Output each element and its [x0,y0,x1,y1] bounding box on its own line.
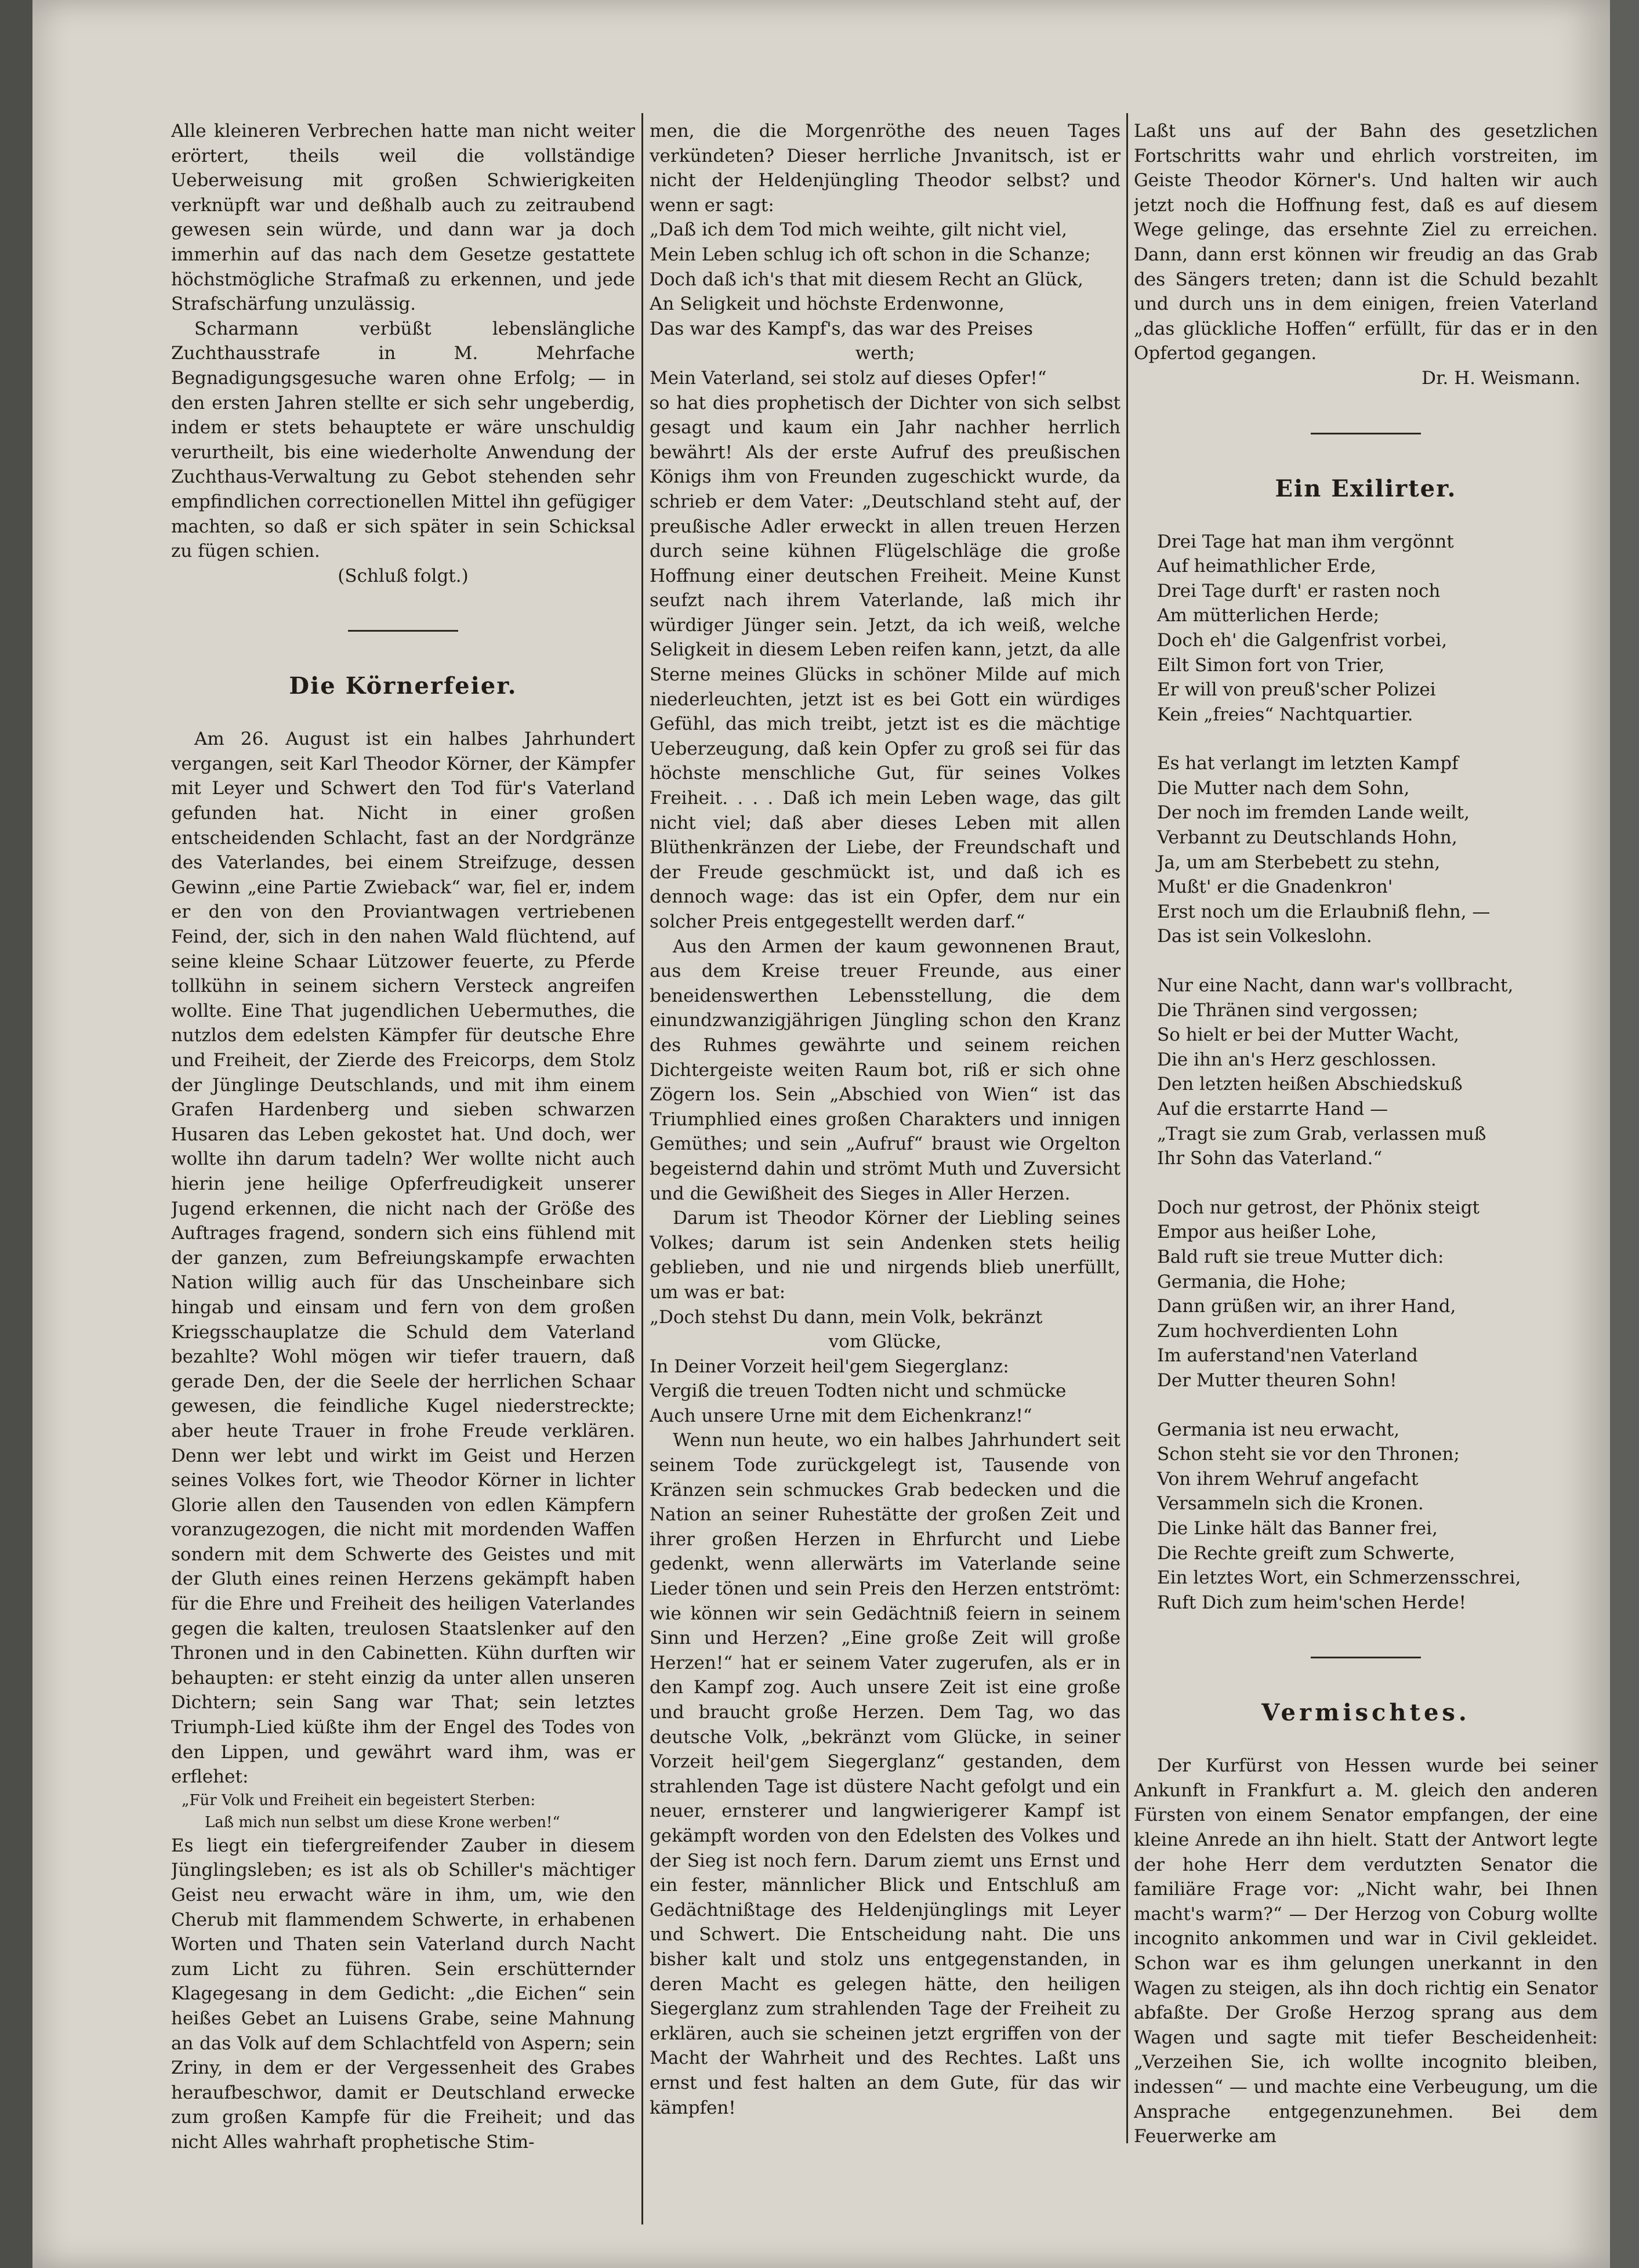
verse-line: vom Glücke, [828,1331,942,1353]
poem-line: Das ist sein Volkeslohn. [1157,926,1372,947]
paragraph: so hat dies prophetisch der Dichter von sich selbst gesagt und kaum ein Jahr nachher herrlich bewährt! Als der erste Aufruf des preußischen Königs ihm von Freunden zugeschickt wurde, da schrieb er dem Vater: „Deutschland steht auf, der preußische Adler erweckt in allen treuen Herzen durch seine kühnen Flügelschläge die große Hoffnung einer deutschen Freiheit. Meine Kunst seufzt nach ihrem Vaterlande, laß mich ihr würdiger Jünger sein. Jetzt, da ich weiß, welche Seligkeit in diesem Leben reifen kann, jetzt, da alle Sterne meines Glücks in schöner Milde auf mich niederleuchten, jetzt ist es bei Gott ein würdiges Gefühl, das mich treibt, jetzt ist es die mächtige Ueberzeugung, daß kein Opfer zu groß sei für das höchste menschliche Gut, für seines Volkes Freiheit. . . . Daß ich mein Leben wage, das gilt nicht viel; daß aber dieses Leben mit allen Blüthenkränzen der Liebe, der Freundschaft und der Freude geschmückt ist, und daß ich es dennoch wage: das ist ein Opfer, dem nur ein solcher Preis entgegestellt werden darf.“ [650,392,1121,932]
paragraph: Alle kleineren Verbrechen hatte man nicht weiter erörtert, theils weil die vollständige Ueberweisung mit großen Schwierigkeiten verknüpft war und deßhalb auch zu zeitraubend gewesen sein würde, und dann war ja doch immerhin auf das nach dem Gesetze gestattete höchstmögliche Strafmaß zu erkennen, und jede Strafschärfung unzulässig. [171,121,635,315]
poem-line: So hielt er bei der Mutter Wacht, [1157,1024,1459,1046]
poem-line: Empor aus heißer Lohe, [1157,1222,1377,1243]
poem-line: Germania, die Hohe; [1157,1271,1347,1292]
poem-line: Der noch im fremden Lande weilt, [1157,802,1470,824]
section-separator [1311,433,1421,434]
quote-line: „Für Volk und Freiheit ein begeistert Sterben: [182,1791,536,1809]
quote-line: Laß mich nun selbst um diese Krone werben!“ [205,1813,560,1831]
poem-line: Kein „freies“ Nachtquartier. [1157,704,1413,725]
poem-line: Im auferstand'nen Vaterland [1157,1345,1418,1367]
verse-line: Das war des Kampf's, das war des Preises [650,318,1034,339]
paragraph: Wenn nun heute, wo ein halbes Jahrhundert seit seinem Tode zurückgelegt ist, Tausende von Kränzen sein schmuckes Grab bedecken und die Nation an seiner Ruhestätte der großen Zeit und ihrer großen Herzen in Ehrfurcht und Liebe gedenkt, wenn allerwärts im Vaterlande seine Lieder tönen und sein Preis den Herzen entströmt: wie können wir sein Gedächtniß feiern in seinem Sinn und Herzen? „Eine große Zeit will große Herzen!“ hat er seinem Vater zugerufen, als er in den Kampf zog. Auch unsere Zeit ist eine große und braucht große Herzen. Dem Tag, wo das deutsche Volk, „bekränzt vom Glücke, in seiner Vorzeit heil'gem Siegerglanz“ gestanden, dem strahlenden Tage ist düstere Nacht gefolgt und ein neuer, ernsterer und langwierigerer Kampf ist gekämpft worden von den Edelsten des Volkes und der Sieg ist noch fern. Darum ziemt uns Ernst und ein fester, männlicher Blick und Entschluß am Gedächtnißtage des Heldenjünglings mit Leyer und Schwert. Die Entscheidung naht. Die uns bisher kalt und stolz uns entgegenstanden, in deren Macht es gelegen hätte, den heiligen Siegerglanz zum strahlenden Tage der Freiheit zu erklären, auch sie scheinen jetzt ergriffen von der Macht der Wahrheit und des Rechtes. Laßt uns ernst und fest halten an dem Gute, für das wir kämpfen! [650,1430,1121,2118]
poem-line: Germania ist neu erwacht, [1157,1419,1400,1440]
article-heading: Die Körnerfeier. [289,672,517,700]
paragraph: Der Kurfürst von Hessen wurde bei seiner Ankunft in Frankfurt a. M. gleich den anderen Fürsten von einem Senator empfangen, der eine kleine Anrede an ihn hielt. Statt der Antwort legte der hohe Herr dem verdutzten Senator die familiäre Frage vor: „Nicht wahr, bei Ihnen macht's warm?“ — Der Herzog von Coburg wollte incognito ankommen und war in Civil gekleidet. Schon war es ihm gelungen unerkannt in den Wagen zu steigen, als ihn doch richtig ein Senator abfaßte. Der Große Herzog sprang aus dem Wagen und sagte mit tiefer Bescheidenheit: „Verzeihen Sie, ich wollte incognito bleiben, indessen“ — und machte eine Verbeugung, um die Ansprache entgegenzunehmen. Bei dem Feuerwerke am [1134,1755,1598,2147]
poem-line: Auf heimathlicher Erde, [1157,556,1376,577]
poem-line: Ihr Sohn das Vaterland.“ [1157,1148,1383,1169]
poem [1157,530,1598,1615]
verse-line: werth; [855,343,915,364]
poem-line: Dann grüßen wir, an ihrer Hand, [1157,1296,1456,1317]
poem-line: Der Mutter theuren Sohn! [1157,1370,1397,1391]
paragraph: Am 26. August ist ein halbes Jahrhundert vergangen, seit Karl Theodor Körner, der Kämpfer mit Leyer und Schwert den Tod für's Vaterland gefunden hat. Nicht in einer großen entscheidenden Schlacht, fast an der Nordgränze des Vaterlandes, bei einem Streifzuge, dessen Gewinn „eine Partie Zwieback“ war, fiel er, indem er den von den Proviantwagen vertriebenen Feind, der, sich in den nahen Wald flüchtend, auf seine kleine Schaar Lützower feuerte, zu Pferde tollkühn in seinem sichern Versteck angreifen wollte. Eine That jugendlichen Uebermuthes, die nutzlos dem edelsten Kämpfer für deutsche Ehre und Freiheit, der Zierde des Freicorps, dem Stolz der Jünglinge Deutschlands, und mit ihm einem Grafen Hardenberg und sieben schwarzen Husaren das Leben gekostet hat. Und doch, wer wollte ihn darum tadeln? Wer wollte nicht auch hierin jene heilige Opferfreudigkeit unserer Jugend erkennen, die nicht nach der Größe des Auftrages fragend, sondern sich eins fühlend mit der ganzen, zum Befreiungskampfe erwachten Nation willig auch für das Unscheinbare sich hingab und einsam und fern von dem großen Kriegsschauplatze die Schuld dem Vaterland bezahlte? Wohl mögen wir tiefer trauern, daß gerade Den, der die Seele der herrlichen Schaar gewesen, die feindliche Kugel niederstreckte; aber heute Trauer in frohe Freude verklären. Denn wer lebt und wirkt im Geist und Herzen seines Volkes fort, wie Theodor Körner in lichter Glorie allen den Tausenden von edlen Kämpfern voranzugezogen, die nicht mit mordenden Waffen sondern mit dem Schwerte des Geistes und mit der Gluth eines reinen Herzens gekämpft haben für die Ehre und Freiheit des heiligen Vaterlandes gegen die kalten, treulosen Staatslenker auf den Thronen und in den Cabinetten. Kühn durften wir behaupten: er steht einzig da unter allen unseren Dichtern; sein Sang war That; sein letztes Triumph-Lied küßte ihm der Engel des Todes von den Lippen, und gewährt ward ihm, was er erflehet: [171,729,635,1788]
paragraph: Aus den Armen der kaum gewonnenen Braut, aus dem Kreise treuer Freunde, aus einer beneidenswerthen Lebensstellung, die dem einundzwanzigjährigen Jüngling schon den Kranz des Ruhmes gewährte und seinem reichen Dichtergeiste weiten Raum bot, riß er sich ohne Zögern los. Sein „Abschied von Wien“ ist das Triumphlied eines großen Charakters und innigen Gemüthes; und sein „Aufruf“ braust wie Orgelton begeisternd dahin und strömt Muth und Zuversicht und die Gewißheit des Sieges in Aller Herzen. [650,936,1121,1204]
paragraph: Laßt uns auf der Bahn des gesetzlichen Fortschritts wahr und ehrlich vorstreiten, im Geiste Theodor Körner's. Und halten wir auch jetzt noch die Hoffnung fest, daß es auf diesem Wege gelinge, das ersehnte Ziel zu erreichen. Dann, dann erst können wir freudig an das Grab des Sängers treten; dann ist die Schuld bezahlt und durch uns in dem einigen, freien Vaterland „das glückliche Hoffen“ erfüllt, für das er in den Opfertod gegangen. [1134,121,1598,364]
poem-line: Drei Tage durft' er rasten noch [1157,580,1441,602]
column-rule-1 [641,113,643,2224]
verse-line: An Seligkeit und höchste Erdenwonne, [650,294,1005,315]
poem-line: Schon steht sie vor den Thronen; [1157,1444,1460,1465]
poem-line: Er will von preuß'scher Polizei [1157,679,1436,701]
poem-line: Drei Tage hat man ihm vergönnt [1157,531,1454,552]
paragraph: men, die die Morgenröthe des neuen Tages verkündeten? Dieser herrliche Jnvanitsch, ist er nicht der Heldenjüngling Theodor selbst? und wenn er sagt: [650,121,1121,216]
poem-line: Doch eh' die Galgenfrist vorbei, [1157,629,1448,651]
poem-line: Erst noch um die Erlaubniß flehn, — [1157,901,1491,922]
poem-line: Die Thränen sind vergossen; [1157,999,1419,1021]
section-separator [1311,1657,1421,1658]
poem-line: Verbannt zu Deutschlands Hohn, [1157,827,1457,849]
continuation-note: (Schluß folgt.) [338,565,469,586]
poem-line: Eilt Simon fort von Trier, [1157,654,1385,676]
poem-line: Ja, um am Sterbebett zu stehn, [1157,852,1441,873]
poem-line: Den letzten heißen Abschiedskuß [1157,1074,1463,1095]
verse-line: Doch daß ich's that mit diesem Recht an Glück, [650,269,1083,290]
verse-line: Mein Vaterland, sei stolz auf dieses Opfer!“ [650,367,1047,389]
verse-line: Mein Leben schlug ich oft schon in die Schanze; [650,244,1091,265]
column-1 [171,119,635,2219]
poem-line: Bald ruft sie treue Mutter dich: [1157,1246,1444,1267]
paragraph: Darum ist Theodor Körner der Liebling seines Volkes; darum ist sein Andenken stets heilig geblieben, und nie und nirgends blieb unerfüllt, um was er bat: [650,1208,1121,1303]
paragraph: Es liegt ein tiefergreifender Zauber in diesem Jünglingsleben; es ist als ob Schiller's mächtiger Geist neu erwacht wäre in ihm, um, wie den Cherub mit flammendem Schwerte, in erhabenen Worten und Thaten sein Vaterland durch Nacht zum Licht zu führen. Sein erschütternder Klagegesang in dem Gedicht: „die Eichen“ sein heißes Gebet an Luisens Grabe, seine Mahnung an das Volk auf dem Schlachtfeld von Aspern; sein Zriny, in dem er der Vergessenheit des Grabes heraufbeschwor, damit er Deutschland erwecke zum großen Kampfe für die Freiheit; und das nicht Alles wahrhaft prophetische Stim- [171,1835,635,2153]
poem-line: Versammeln sich die Kronen. [1157,1493,1424,1515]
poem-line: Auf die erstarrte Hand — [1157,1099,1388,1119]
stanza-2 [1157,751,1598,949]
stanza-3 [1157,973,1598,1171]
section-heading: Vermischtes. [1261,1699,1470,1727]
column-3 [1134,119,1598,2219]
poem-line: Von ihrem Wehruf angefacht [1157,1468,1419,1490]
poem-line: Am mütterlichen Herde; [1157,605,1380,626]
poem-line: „Tragt sie zum Grab, verlassen muß [1157,1123,1486,1144]
stanza-4 [1157,1195,1598,1393]
poem-line: Die Rechte greift zum Schwerte, [1157,1542,1455,1564]
poem-line: Die Linke hält das Banner frei, [1157,1517,1438,1539]
section-separator [348,630,458,632]
poem-line: Die Mutter nach dem Sohn, [1157,777,1410,799]
poem-line: Zum hochverdienten Lohn [1157,1320,1398,1342]
stanza-1 [1157,530,1598,727]
stanza-5 [1157,1418,1598,1615]
column-rule-2 [1126,113,1128,2143]
poem-line: Nur eine Nacht, dann war's vollbracht, [1157,975,1514,997]
poem-line: Ruft Dich zum heim'schen Herde! [1157,1592,1466,1613]
verse-line: „Daß ich dem Tod mich weihte, gilt nicht viel, [650,219,1067,241]
verse-line: Vergiß die treuen Todten nicht und schmücke [650,1381,1067,1402]
paragraph: Scharmann verbüßt lebenslängliche Zuchthausstrafe in M. Mehrfache Begnadigungsgesuche waren ohne Erfolg; — in den ersten Jahren stellte er sich sehr ungeberdig, indem er stets behauptete er wäre unschuldig verurtheilt, bis eine wiederholte Anwendung der Zuchthaus-Verwaltung zu Gebot stehenden sehr empfindlichen correctionellen Mittel ihn gefügiger machten, so daß er sich später in sein Schicksal zu fügen schien. [171,318,635,562]
poem-heading: Ein Exilirter. [1275,474,1457,502]
author-signature: Dr. H. Weismann. [1422,367,1580,389]
poem-line: Es hat verlangt im letzten Kampf [1157,753,1459,774]
poem-line: Ein letztes Wort, ein Schmerzensschrei, [1157,1567,1521,1589]
verse-line: In Deiner Vorzeit heil'gem Siegerglanz: [650,1356,1009,1377]
column-2 [650,119,1121,2219]
verse-line: „Doch stehst Du dann, mein Volk, bekränzt [650,1306,1043,1328]
verse-line: Auch unsere Urne mit dem Eichenkranz!“ [650,1405,1032,1426]
poem-line: Doch nur getrost, der Phönix steigt [1157,1197,1480,1218]
page-edge-right [1610,0,1639,2268]
binding-edge [0,0,32,2268]
poem-line: Die ihn an's Herz geschlossen. [1157,1049,1437,1070]
poem-line: Mußt' er die Gnadenkron' [1157,876,1393,898]
